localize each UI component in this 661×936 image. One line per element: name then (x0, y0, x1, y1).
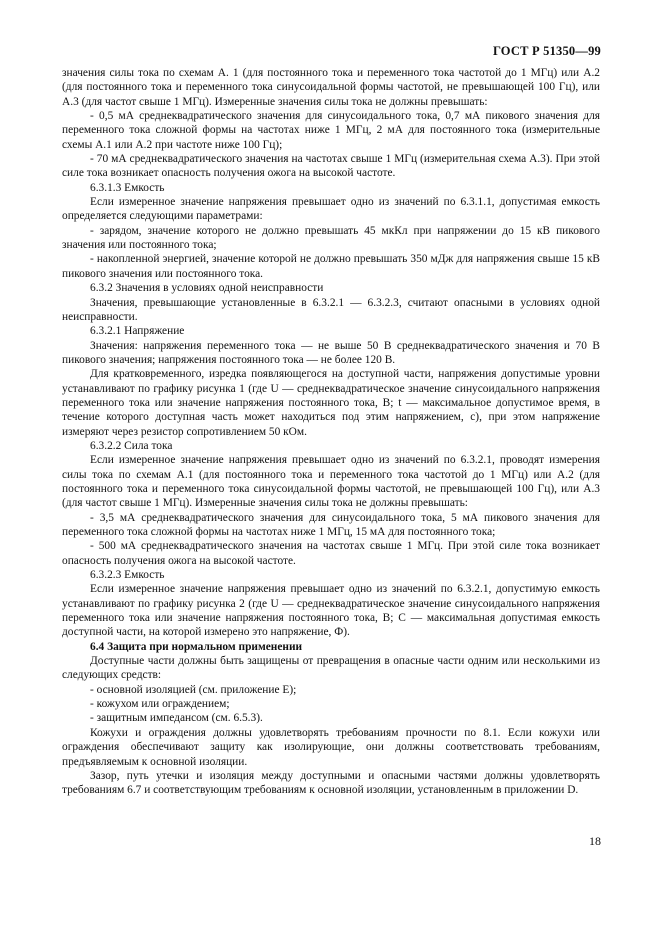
paragraph: Кожухи и ограждения должны удовлетворять требованиям прочности по 8.1. Если кожухи или ограждения обеспечивают защиту как изолирующие, они должны соответствовать требованиям, предъявляемым к основной изоляции. (62, 726, 600, 768)
list-item: - 70 мА среднеквадратического значения на частотах свыше 1 МГц (измерительная схема А.3). При этой силе тока возникает опасность получения ожога на высокой частоте. (62, 153, 600, 180)
section-heading: 6.3.2.3 Емкость (90, 569, 165, 582)
paragraph: значения силы тока по схемам А. 1 (для постоянного тока и переменного тока частотой до 1 МГц) или А.2 (для постоянного тока и переменного тока синусоидальной формы частотой, не превышающей 100 Гц), или А.3 (для частот свыше 1 МГц). Измеренные значения силы тока не должны превышать: (62, 67, 600, 108)
paragraph: Зазор, путь утечки и изоляция между доступными и опасными частями должны удовлетворять требованиям 6.7 и соответствующим требованиям к основной изоляции, установленным в приложении D. (62, 769, 600, 797)
list-item: - накопленной энергией, значение которой не должно превышать 350 мДж для напряжения свыше 15 кВ пикового значения или постоянного тока. (62, 253, 600, 280)
section-heading: 6.3.2.1 Напряжение (90, 325, 185, 338)
list-item: - 0,5 мА среднеквадратического значения для синусоидального тока, 0,7 мА пикового значения для переменного тока сложной формы на частотах ниже 1 МГц, 2 мА для постоянного тока (измерительные схемы А.1 или А.2 при частоте ниже 100 Гц); (62, 110, 600, 151)
list-item: - зарядом, значение которого не должно превышать 45 мкКл при напряжении до 15 кВ пикового значения или постоянного тока; (62, 224, 600, 252)
list-item: - защитным импедансом (см. 6.5.3). (90, 712, 263, 725)
section-heading: 6.3.2.2 Сила тока (90, 439, 173, 452)
paragraph: Если измеренное значение напряжения превышает одно из значений по 6.3.1.1, допустимая емкость определяется следующими параметрами: (62, 196, 600, 223)
list-item: - 500 мА среднеквадратического значения на частотах свыше 1 МГц. При этой силе тока возникает опасность получения ожога на высокой частоте. (62, 540, 600, 567)
section-heading: 6.3.2 Значения в условиях одной неисправности (90, 282, 324, 295)
page-number: 18 (589, 834, 601, 848)
paragraph: Значения, превышающие установленные в 6.3.2.1 — 6.3.2.3, считают опасными в условиях одной неисправности. (62, 296, 600, 323)
page-body (62, 66, 600, 798)
section-heading: 6.3.1.3 Емкость (90, 181, 165, 194)
list-item: - кожухом или ограждением; (90, 698, 230, 711)
list-item: - основной изоляцией (см. приложение Е); (90, 683, 297, 696)
section-heading-bold: 6.4 Защита при нормальном применении (90, 640, 303, 653)
paragraph: Если измеренное значение напряжения превышает одно из значений по 6.3.2.1, допустимую емкость устанавливают по графику рисунка 2 (где U — среднеквадратическое значение синусоидального напряжения переменного тока или значение напряжения постоянного тока, В; С — максимальная допустимая емкость доступной части, на которой измерено это напряжение, Ф). (62, 583, 600, 639)
paragraph: Доступные части должны быть защищены от превращения в опасные части одним или несколькими из следующих средств: (62, 655, 600, 682)
list-item: - 3,5 мА среднеквадратического значения для синусоидального тока, 5 мА пикового значения для переменного тока сложной формы на частотах ниже 1 МГц, 15 мА для постоянного тока; (62, 511, 600, 538)
paragraph: Значения: напряжения переменного тока — не выше 50 В среднеквадратического значения и 70 В пикового значения; напряжения постоянного тока — не более 120 В. (62, 339, 600, 366)
paragraph: Для кратковременного, изредка появляющегося на доступной части, напряжения допустимые уровни устанавливают по графику рисунка 1 (где U — среднеквадратическое значение синусоидального напряжения переменного тока или значение напряжения постоянного тока, В; t — максимальное допустимое время, в течение которого доступная часть может находиться под этим напряжением, с), при этом напряжение измеряют через резистор сопротивлением 50 кОм. (62, 368, 600, 438)
paragraph: Если измеренное значение напряжения превышает одно из значений по 6.3.2.1, проводят измерения силы тока по схемам А.1 (для постоянного тока и переменного тока частотой до 1 МГц) или А.2 (для постоянного тока и переменного тока синусоидальной формы частотой, не превышающей 100 Гц), или А.3 (для частот свыше 1 МГц). Измеренные значения силы тока не должны превышать: (62, 454, 600, 510)
document-header: ГОСТ Р 51350—99 (492, 44, 601, 58)
